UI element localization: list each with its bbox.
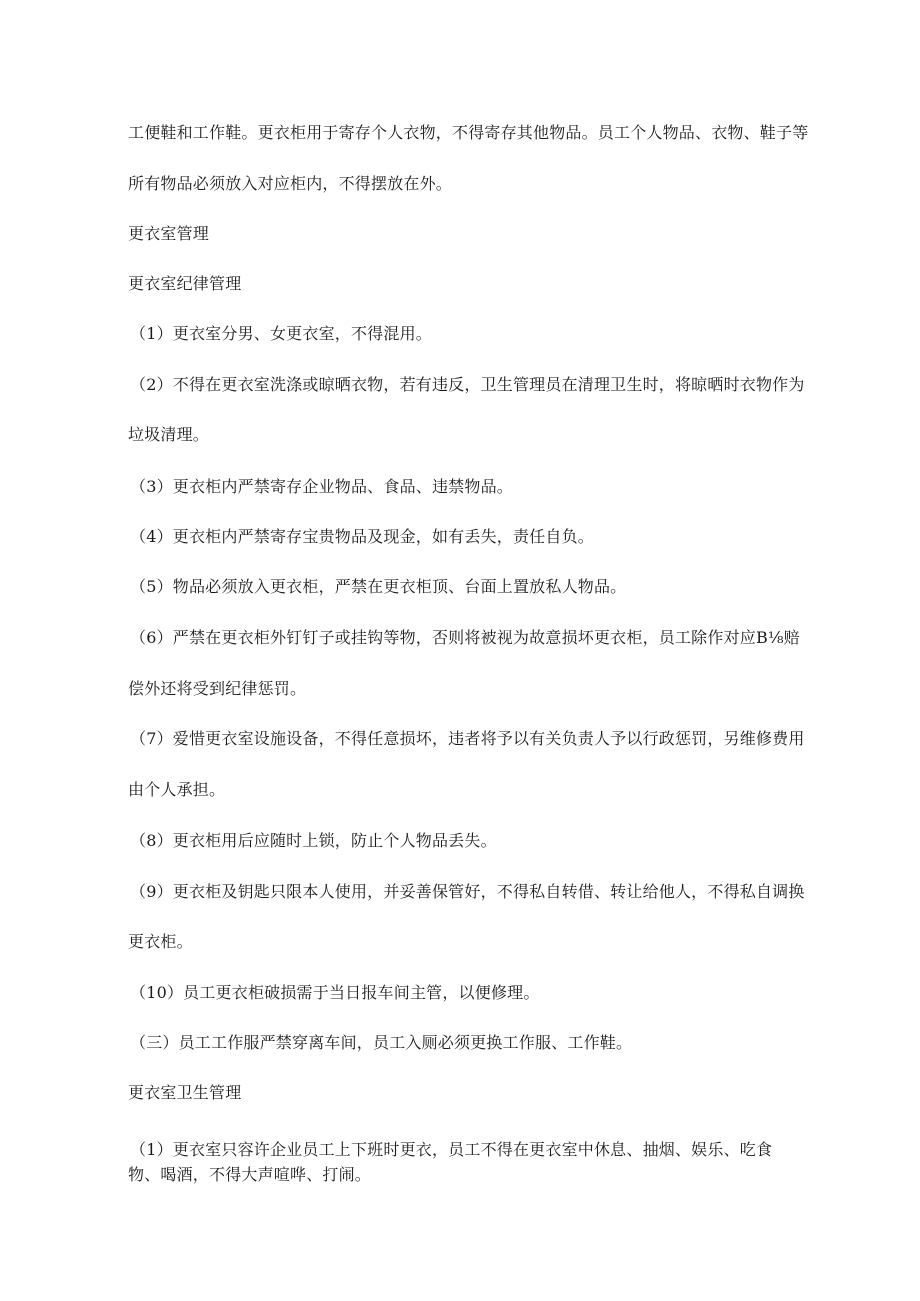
- rule-item-continuation: 偿外还将受到纪律惩罚。: [128, 679, 307, 698]
- rule-item: （4）更衣柜内严禁寄存宝贵物品及现金，如有丢失，责任自负。: [130, 527, 594, 546]
- rule-item: （8）更衣柜用后应随时上锁，防止个人物品丢失。: [130, 831, 497, 850]
- rule-item-continuation: 由个人承担。: [128, 780, 226, 799]
- rule-item: （1）更衣室只容许企业员工上下班时更衣，员工不得在更衣室中休息、抽烟、娱乐、吃食: [130, 1140, 773, 1159]
- rule-item: （3）更衣柜内严禁寄存企业物品、食品、违禁物品。: [130, 477, 513, 496]
- paragraph-line: 所有物品必须放入对应柜内，不得摆放在外。: [128, 174, 453, 193]
- rule-item: （1）更衣室分男、女更衣室，不得混用。: [130, 324, 432, 343]
- rule-item: （9）更衣柜及钥匙只限本人使用，并妥善保管好，不得私自转借、转让给他人，不得私自调换: [130, 882, 805, 901]
- rule-item: （6）严禁在更衣柜外钉钉子或挂钩等物，否则将被视为故意损坏更衣柜，员工除作对应B⅛赔: [130, 628, 800, 647]
- subsection-heading: 更衣室纪律管理: [128, 274, 242, 293]
- subsection-heading: 更衣室卫生管理: [128, 1083, 242, 1102]
- rule-item-continuation: 物、喝酒，不得大声喧哗、打闹。: [128, 1165, 372, 1184]
- rule-item: （三）员工工作服严禁穿离车间，员工入厕必须更换工作服、工作鞋。: [130, 1033, 633, 1052]
- rule-item: （5）物品必须放入更衣柜，严禁在更衣柜顶、台面上置放私人物品。: [130, 577, 627, 596]
- rule-item: （7）爱惜更衣室设施设备，不得任意损坏，违者将予以有关负责人予以行政惩罚，另维修费用: [130, 729, 805, 748]
- paragraph-line: 工便鞋和工作鞋。更衣柜用于寄存个人衣物，不得寄存其他物品。员工个人物品、衣物、鞋子等: [128, 123, 809, 142]
- rule-item-continuation: 垃圾清理。: [128, 425, 210, 444]
- rule-item-continuation: 更衣柜。: [128, 932, 193, 951]
- rule-item: （10）员工更衣柜破损需于当日报车间主管，以便修理。: [130, 983, 540, 1002]
- section-heading: 更衣室管理: [128, 224, 210, 243]
- rule-item: （2）不得在更衣室洗涤或晾晒衣物，若有违反，卫生管理员在清理卫生时，将晾晒时衣物作为: [130, 375, 805, 394]
